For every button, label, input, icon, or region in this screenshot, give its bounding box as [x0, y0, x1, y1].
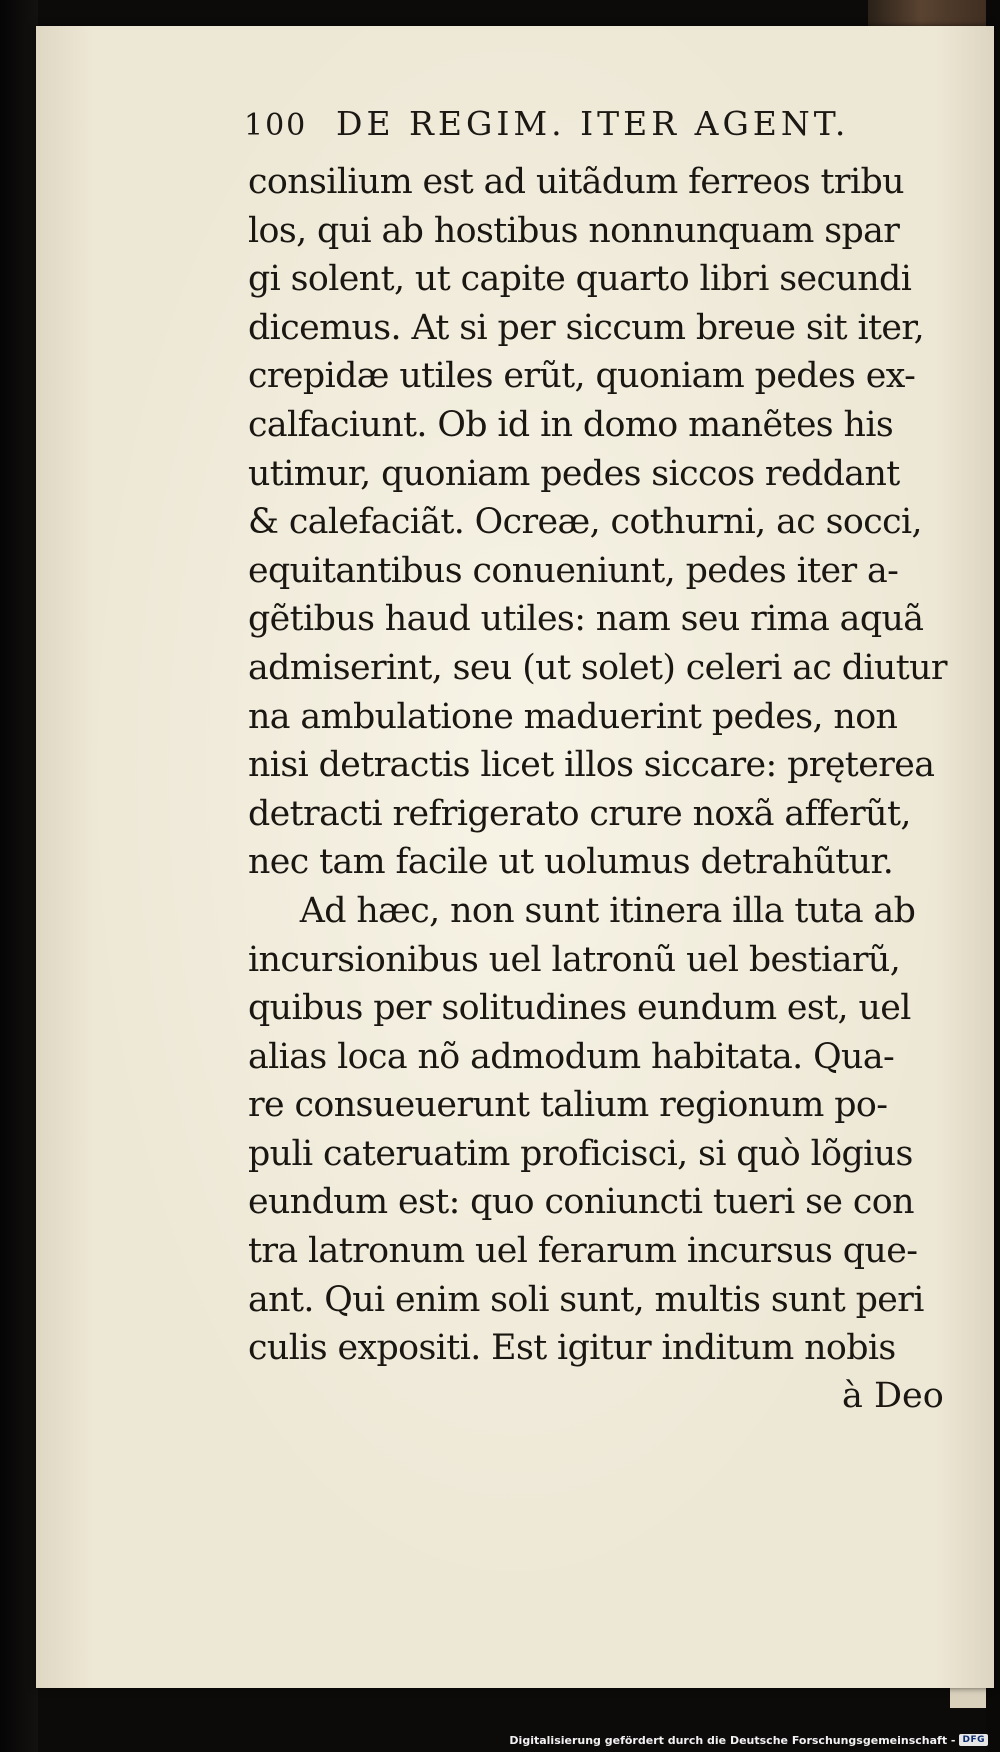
text-line: eundum est: quo coniuncti tueri se con [248, 1182, 914, 1223]
page-number: 100 [244, 108, 308, 143]
text-line: consilium est ad uitãdum ferreos tribu [248, 162, 904, 202]
text-line: crepidæ utiles erũt, quoniam pedes ex- [248, 356, 916, 397]
text-line: alias loca nõ admodum habitata. Qua- [248, 1036, 895, 1077]
running-head-title: DE REGIM. ITER AGENT. [336, 104, 850, 143]
text-line: ant. Qui enim soli sunt, multis sunt peri [248, 1279, 924, 1320]
credit-text: Digitalisierung gefördert durch die Deutsche Forschungsgemeinschaft - [509, 1733, 956, 1747]
text-line: culis expositi. Est igitur inditum nobis [248, 1328, 896, 1369]
text-line: equitantibus conueniunt, pedes iter a- [248, 550, 899, 591]
text-line: puli cateruatim proficisci, si quò lõgius [248, 1133, 913, 1174]
text-line: gi solent, ut capite quarto libri secundi [248, 259, 912, 300]
text-line: incursionibus uel latronũ uel bestiarũ, [248, 939, 901, 980]
dfg-logo: DFG [959, 1734, 988, 1746]
text-line: re consueuerunt talium regionum po- [248, 1085, 888, 1126]
body-text [248, 158, 970, 1373]
text-line: detracti refrigerato crure noxã afferũt, [248, 793, 911, 834]
text-line: nisi detractis licet illos siccare: pręterea [248, 745, 935, 786]
digitization-credit [509, 1731, 988, 1749]
text-line: nec tam facile ut uolumus detrahũtur. [248, 842, 894, 883]
text-line: dicemus. At si per siccum breue sit iter, [248, 307, 925, 348]
text-line: admiserint, seu (ut solet) celeri ac diutur [248, 647, 947, 688]
text-line: calfaciunt. Ob id in domo manẽtes his [248, 404, 894, 445]
text-line: utimur, quoniam pedes siccos reddant [248, 453, 900, 494]
text-line: na ambulatione maduerint pedes, non [248, 696, 898, 737]
catchword: à Deo [842, 1376, 944, 1416]
scan-left-border [0, 0, 38, 1752]
text-line: tra latronum uel ferarum incursus que- [248, 1231, 918, 1272]
text-line: los, qui ab hostibus nonnunquam spar [248, 210, 900, 251]
text-line: quibus per solitudines eundum est, uel [248, 988, 911, 1029]
text-line: gẽtibus haud utiles: nam seu rima aquã [248, 599, 924, 640]
text-line: Ad hæc, non sunt itinera illa tuta ab [299, 890, 916, 931]
text-line: & calefaciãt. Ocreæ, cothurni, ac socci, [248, 502, 922, 543]
running-head [244, 104, 924, 150]
